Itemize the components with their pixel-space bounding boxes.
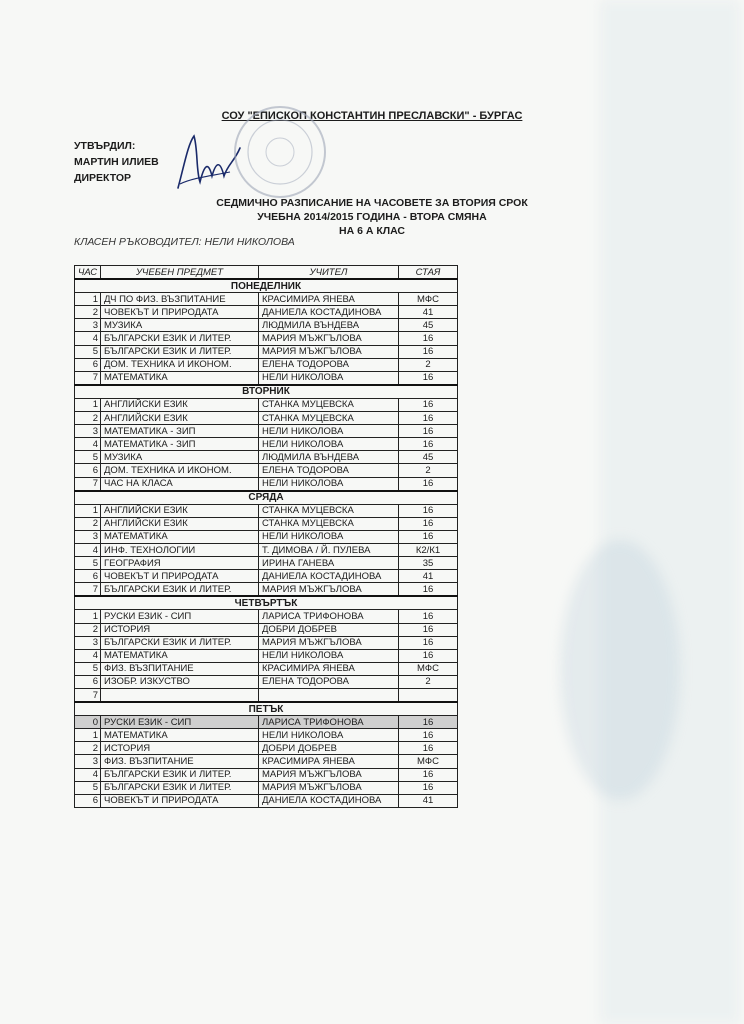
- room-cell: К2/К1: [399, 543, 458, 556]
- room-cell: 16: [399, 583, 458, 597]
- teacher-cell: КРАСИМИРА ЯНЕВА: [259, 755, 399, 768]
- teacher-cell: МАРИЯ МЪЖГЪЛОВА: [259, 345, 399, 358]
- teacher-cell: ДОБРИ ДОБРЕВ: [259, 742, 399, 755]
- room-cell: 16: [399, 636, 458, 649]
- table-row: [75, 293, 458, 306]
- day-header-row: [75, 385, 458, 399]
- table-row: [75, 477, 458, 491]
- teacher-cell: МАРИЯ МЪЖГЪЛОВА: [259, 768, 399, 781]
- subject-cell: РУСКИ ЕЗИК - СИП: [101, 716, 259, 729]
- hour-cell: 6: [75, 464, 101, 477]
- subject-cell: ЧОВЕКЪТ И ПРИРОДАТА: [101, 794, 259, 807]
- hour-cell: 3: [75, 636, 101, 649]
- table-row: [75, 543, 458, 556]
- table-row: [75, 742, 458, 755]
- room-cell: 16: [399, 345, 458, 358]
- table-row: [75, 794, 458, 807]
- hour-cell: 1: [75, 729, 101, 742]
- schedule-table: [74, 265, 458, 808]
- day-name: СРЯДА: [75, 491, 458, 505]
- subject-cell: БЪЛГАРСКИ ЕЗИК И ЛИТЕР.: [101, 636, 259, 649]
- school-name: СОУ "ЕПИСКОП КОНСТАНТИН ПРЕСЛАВСКИ" - БУРГАС: [221, 110, 523, 122]
- room-cell: 16: [399, 438, 458, 451]
- schedule-body: [75, 279, 458, 807]
- teacher-cell: СТАНКА МУЦЕВСКА: [259, 398, 399, 411]
- table-row: [75, 716, 458, 729]
- table-row: [75, 438, 458, 451]
- day-header-row: [75, 279, 458, 293]
- subject-cell: БЪЛГАРСКИ ЕЗИК И ЛИТЕР.: [101, 332, 259, 345]
- subject-cell: БЪЛГАРСКИ ЕЗИК И ЛИТЕР.: [101, 768, 259, 781]
- teacher-cell: ЛАРИСА ТРИФОНОВА: [259, 610, 399, 623]
- room-cell: 16: [399, 371, 458, 385]
- teacher-cell: ДАНИЕЛА КОСТАДИНОВА: [259, 794, 399, 807]
- subject-cell: ЧОВЕКЪТ И ПРИРОДАТА: [101, 570, 259, 583]
- table-row: [75, 649, 458, 662]
- teacher-cell: СТАНКА МУЦЕВСКА: [259, 517, 399, 530]
- hour-cell: 5: [75, 451, 101, 464]
- hour-cell: 2: [75, 517, 101, 530]
- room-cell: 16: [399, 623, 458, 636]
- room-cell: 41: [399, 306, 458, 319]
- subject-cell: МАТЕМАТИКА: [101, 371, 259, 385]
- subject-cell: МАТЕМАТИКА - ЗИП: [101, 425, 259, 438]
- hour-cell: 6: [75, 675, 101, 688]
- scan-blot: [560, 540, 680, 800]
- teacher-cell: ДОБРИ ДОБРЕВ: [259, 623, 399, 636]
- subject-cell: МАТЕМАТИКА: [101, 729, 259, 742]
- teacher-cell: ДАНИЕЛА КОСТАДИНОВА: [259, 306, 399, 319]
- teacher-cell: Т. ДИМОВА / Й. ПУЛЕВА: [259, 543, 399, 556]
- teacher-cell: ЕЛЕНА ТОДОРОВА: [259, 464, 399, 477]
- teacher-cell: НЕЛИ НИКОЛОВА: [259, 530, 399, 543]
- hour-cell: 6: [75, 570, 101, 583]
- subject-cell: ДОМ. ТЕХНИКА И ИКОНОМ.: [101, 358, 259, 371]
- teacher-cell: КРАСИМИРА ЯНЕВА: [259, 662, 399, 675]
- room-cell: МФС: [399, 755, 458, 768]
- hour-cell: 2: [75, 306, 101, 319]
- table-row: [75, 623, 458, 636]
- subject-cell: АНГЛИЙСКИ ЕЗИК: [101, 398, 259, 411]
- approval-block: [74, 138, 159, 186]
- hour-cell: 4: [75, 438, 101, 451]
- hour-cell: 1: [75, 504, 101, 517]
- table-row: [75, 662, 458, 675]
- room-cell: 35: [399, 557, 458, 570]
- room-cell: [399, 689, 458, 703]
- column-header-room: СТАЯ: [399, 266, 458, 280]
- subject-cell: ЧОВЕКЪТ И ПРИРОДАТА: [101, 306, 259, 319]
- day-name: ПЕТЪК: [75, 702, 458, 716]
- day-header-row: [75, 702, 458, 716]
- hour-cell: 1: [75, 398, 101, 411]
- hour-cell: 5: [75, 345, 101, 358]
- teacher-cell: НЕЛИ НИКОЛОВА: [259, 649, 399, 662]
- subject-cell: ИСТОРИЯ: [101, 742, 259, 755]
- table-header: [75, 266, 458, 280]
- table-row: [75, 781, 458, 794]
- teacher-cell: ЛЮДМИЛА ВЪНДЕВА: [259, 319, 399, 332]
- hour-cell: 3: [75, 425, 101, 438]
- teacher-cell: МАРИЯ МЪЖГЪЛОВА: [259, 583, 399, 597]
- hour-cell: 5: [75, 557, 101, 570]
- subject-cell: МАТЕМАТИКА: [101, 530, 259, 543]
- table-row: [75, 504, 458, 517]
- hour-cell: 2: [75, 412, 101, 425]
- room-cell: 41: [399, 794, 458, 807]
- room-cell: 2: [399, 464, 458, 477]
- hour-cell: 6: [75, 794, 101, 807]
- teacher-cell: СТАНКА МУЦЕВСКА: [259, 412, 399, 425]
- teacher-cell: МАРИЯ МЪЖГЪЛОВА: [259, 636, 399, 649]
- teacher-cell: НЕЛИ НИКОЛОВА: [259, 371, 399, 385]
- title-line-2: УЧЕБНА 2014/2015 ГОДИНА - ВТОРА СМЯНА: [257, 211, 487, 223]
- hour-cell: 5: [75, 781, 101, 794]
- room-cell: 16: [399, 504, 458, 517]
- approval-label: УТВЪРДИЛ:: [74, 140, 136, 152]
- hour-cell: 7: [75, 371, 101, 385]
- room-cell: МФС: [399, 662, 458, 675]
- subject-cell: ИЗОБР. ИЗКУСТВО: [101, 675, 259, 688]
- subject-cell: ГЕОГРАФИЯ: [101, 557, 259, 570]
- teacher-cell: КРАСИМИРА ЯНЕВА: [259, 293, 399, 306]
- hour-cell: 1: [75, 610, 101, 623]
- hour-cell: 3: [75, 755, 101, 768]
- subject-cell: МАТЕМАТИКА: [101, 649, 259, 662]
- room-cell: 16: [399, 530, 458, 543]
- room-cell: 16: [399, 716, 458, 729]
- room-cell: 2: [399, 358, 458, 371]
- column-header-teacher: УЧИТЕЛ: [259, 266, 399, 280]
- hour-cell: 2: [75, 742, 101, 755]
- subject-cell: [101, 689, 259, 703]
- day-header-row: [75, 491, 458, 505]
- room-cell: 16: [399, 517, 458, 530]
- hour-cell: 7: [75, 477, 101, 491]
- teacher-cell: МАРИЯ МЪЖГЪЛОВА: [259, 332, 399, 345]
- table-row: [75, 729, 458, 742]
- title-line-3: НА 6 А КЛАС: [338, 225, 406, 237]
- column-header-subject: УЧЕБЕН ПРЕДМЕТ: [101, 266, 259, 280]
- room-cell: 16: [399, 610, 458, 623]
- hour-cell: 4: [75, 543, 101, 556]
- table-row: [75, 464, 458, 477]
- subject-cell: ЧАС НА КЛАСА: [101, 477, 259, 491]
- hour-cell: 1: [75, 293, 101, 306]
- subject-cell: ИНФ. ТЕХНОЛОГИИ: [101, 543, 259, 556]
- table-row: [75, 755, 458, 768]
- room-cell: 16: [399, 781, 458, 794]
- teacher-cell: МАРИЯ МЪЖГЪЛОВА: [259, 781, 399, 794]
- hour-cell: 7: [75, 583, 101, 597]
- director-position: ДИРЕКТОР: [74, 172, 132, 184]
- hour-cell: 0: [75, 716, 101, 729]
- table-row: [75, 371, 458, 385]
- teacher-cell: НЕЛИ НИКОЛОВА: [259, 425, 399, 438]
- table-row: [75, 768, 458, 781]
- room-cell: 2: [399, 675, 458, 688]
- subject-cell: ДОМ. ТЕХНИКА И ИКОНОМ.: [101, 464, 259, 477]
- table-row: [75, 412, 458, 425]
- room-cell: 16: [399, 477, 458, 491]
- table-row: [75, 398, 458, 411]
- teacher-cell: СТАНКА МУЦЕВСКА: [259, 504, 399, 517]
- subject-cell: ФИЗ. ВЪЗПИТАНИЕ: [101, 755, 259, 768]
- schedule-title: [0, 196, 744, 238]
- subject-cell: МУЗИКА: [101, 451, 259, 464]
- teacher-cell: НЕЛИ НИКОЛОВА: [259, 477, 399, 491]
- room-cell: 16: [399, 649, 458, 662]
- room-cell: 41: [399, 570, 458, 583]
- subject-cell: МУЗИКА: [101, 319, 259, 332]
- title-line-1: СЕДМИЧНО РАЗПИСАНИЕ НА ЧАСОВЕТЕ ЗА ВТОРИЯ СРОК: [216, 197, 528, 209]
- room-cell: 16: [399, 742, 458, 755]
- room-cell: 16: [399, 768, 458, 781]
- table-row: [75, 636, 458, 649]
- teacher-cell: [259, 689, 399, 703]
- table-row: [75, 319, 458, 332]
- subject-cell: РУСКИ ЕЗИК - СИП: [101, 610, 259, 623]
- hour-cell: 3: [75, 319, 101, 332]
- room-cell: 16: [399, 729, 458, 742]
- subject-cell: ДЧ ПО ФИЗ. ВЪЗПИТАНИЕ: [101, 293, 259, 306]
- day-name: ВТОРНИК: [75, 385, 458, 399]
- subject-cell: БЪЛГАРСКИ ЕЗИК И ЛИТЕР.: [101, 345, 259, 358]
- table-row: [75, 358, 458, 371]
- teacher-cell: ИРИНА ГАНЕВА: [259, 557, 399, 570]
- table-row: [75, 557, 458, 570]
- subject-cell: АНГЛИЙСКИ ЕЗИК: [101, 517, 259, 530]
- room-cell: 16: [399, 412, 458, 425]
- column-header-hour: ЧАС: [75, 266, 101, 280]
- table-row: [75, 689, 458, 703]
- teacher-cell: НЕЛИ НИКОЛОВА: [259, 729, 399, 742]
- subject-cell: АНГЛИЙСКИ ЕЗИК: [101, 412, 259, 425]
- scan-blot: [600, 0, 740, 1024]
- class-teacher: КЛАСЕН РЪКОВОДИТЕЛ: НЕЛИ НИКОЛОВА: [74, 236, 295, 248]
- hour-cell: 4: [75, 649, 101, 662]
- teacher-cell: ЛЮДМИЛА ВЪНДЕВА: [259, 451, 399, 464]
- room-cell: 16: [399, 332, 458, 345]
- hour-cell: 3: [75, 530, 101, 543]
- table-row: [75, 332, 458, 345]
- stamp: [230, 102, 330, 202]
- table-row: [75, 530, 458, 543]
- room-cell: 45: [399, 451, 458, 464]
- table-row: [75, 425, 458, 438]
- hour-cell: 6: [75, 358, 101, 371]
- table-row: [75, 570, 458, 583]
- teacher-cell: ДАНИЕЛА КОСТАДИНОВА: [259, 570, 399, 583]
- table-row: [75, 306, 458, 319]
- subject-cell: ИСТОРИЯ: [101, 623, 259, 636]
- room-cell: 16: [399, 398, 458, 411]
- room-cell: МФС: [399, 293, 458, 306]
- day-name: ЧЕТВЪРТЪК: [75, 596, 458, 610]
- room-cell: 45: [399, 319, 458, 332]
- teacher-cell: ЕЛЕНА ТОДОРОВА: [259, 358, 399, 371]
- table-row: [75, 345, 458, 358]
- table-row: [75, 610, 458, 623]
- hour-cell: 7: [75, 689, 101, 703]
- hour-cell: 4: [75, 332, 101, 345]
- subject-cell: БЪЛГАРСКИ ЕЗИК И ЛИТЕР.: [101, 781, 259, 794]
- teacher-cell: ЛАРИСА ТРИФОНОВА: [259, 716, 399, 729]
- table-row: [75, 517, 458, 530]
- subject-cell: ФИЗ. ВЪЗПИТАНИЕ: [101, 662, 259, 675]
- director-name: МАРТИН ИЛИЕВ: [74, 156, 159, 168]
- table-row: [75, 675, 458, 688]
- table-row: [75, 583, 458, 597]
- day-name: ПОНЕДЕЛНИК: [75, 279, 458, 293]
- hour-cell: 2: [75, 623, 101, 636]
- room-cell: 16: [399, 425, 458, 438]
- hour-cell: 5: [75, 662, 101, 675]
- subject-cell: АНГЛИЙСКИ ЕЗИК: [101, 504, 259, 517]
- teacher-cell: ЕЛЕНА ТОДОРОВА: [259, 675, 399, 688]
- day-header-row: [75, 596, 458, 610]
- teacher-cell: НЕЛИ НИКОЛОВА: [259, 438, 399, 451]
- subject-cell: БЪЛГАРСКИ ЕЗИК И ЛИТЕР.: [101, 583, 259, 597]
- table-row: [75, 451, 458, 464]
- hour-cell: 4: [75, 768, 101, 781]
- subject-cell: МАТЕМАТИКА - ЗИП: [101, 438, 259, 451]
